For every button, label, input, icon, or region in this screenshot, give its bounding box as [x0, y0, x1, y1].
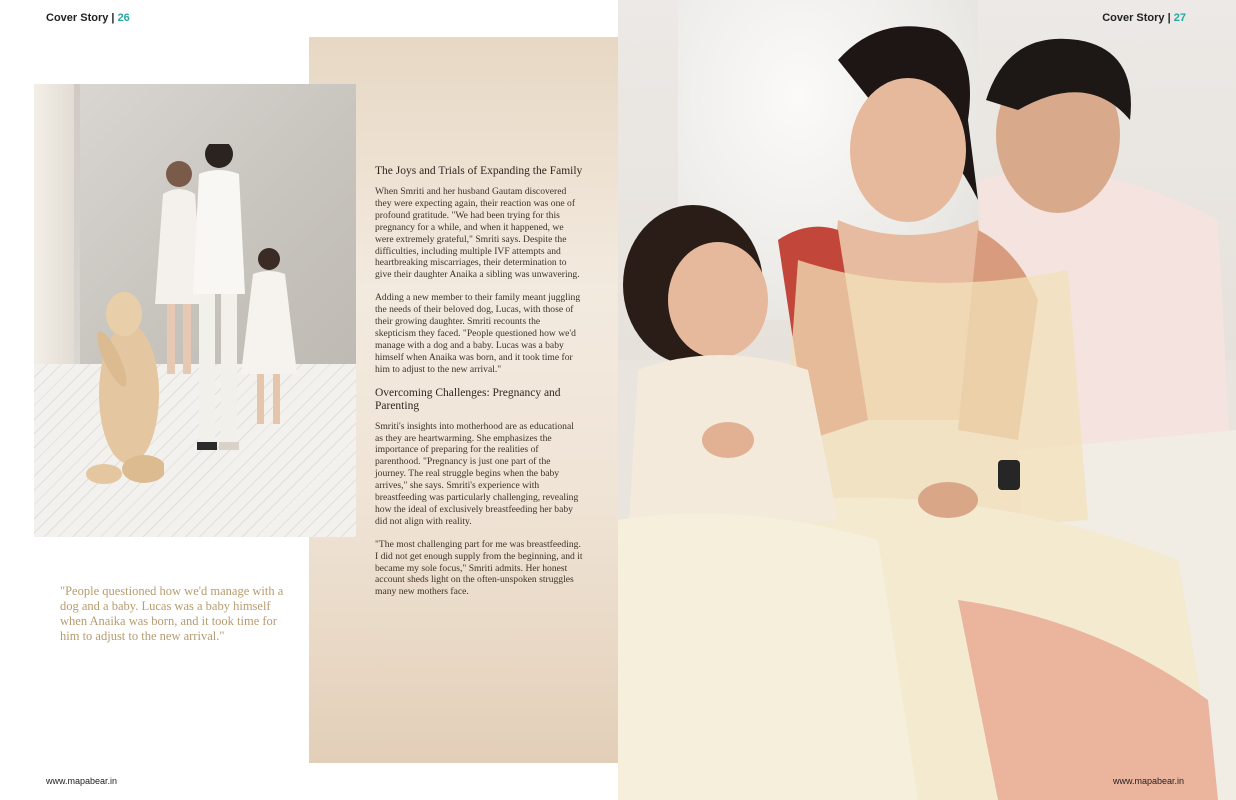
article-body [375, 165, 583, 609]
pull-quote: "People questioned how we'd manage with a dog and a baby. Lucas was a baby himself when Anaika was born, and it took time for him to adjust to the new arrival." [60, 584, 284, 643]
left-page-number: 26 [117, 12, 130, 24]
family-photo-with-dog [34, 84, 356, 537]
article-heading-expanding-family: The Joys and Trials of Expanding the Family [375, 165, 583, 177]
right-page [618, 0, 1236, 800]
article-paragraph-3: Smriti's insights into motherhood are as educational as they are heartwarming. She emphasizes the importance of preparing for the realities of parenthood. "Pregnancy is just one part of the journey. The real struggle begins when the baby arrives," she says. Smriti's experience with breastfeeding was particularly challenging, revealing how the ideal of exclusively breastfeeding her baby did not align with reality. [375, 420, 579, 527]
left-footer-url[interactable]: www.mapabear.in [46, 776, 118, 786]
left-page-folio [46, 12, 130, 24]
right-section-label: Cover Story | [1102, 12, 1171, 24]
family-portrait-illustration [618, 0, 1236, 800]
article-heading-overcoming-challenges: Overcoming Challenges: Pregnancy and Parenting [375, 386, 561, 412]
left-section-label: Cover Story | [46, 12, 115, 24]
family-figures-illustration [149, 144, 309, 494]
right-footer-url[interactable]: www.mapabear.in [1112, 776, 1184, 786]
article-paragraph-4: "The most challenging part for me was breastfeeding. I did not get enough supply from the beginning, and it became my sole focus," Smriti admits. Her honest account sheds light on the often-unspoken struggles many new mothers face. [375, 538, 583, 598]
right-page-number: 27 [1173, 12, 1186, 24]
article-paragraph-2: Adding a new member to their family meant juggling the needs of their beloved dog, Lucas, with those of their growing daughter. Smriti recounts the skepticism they faced. "People questioned how we'd manage with a dog and a baby. Lucas was a baby himself when Anaika was born, and it took time for him to adjust to the new arrival." [375, 292, 581, 375]
article-paragraph-1: When Smriti and her husband Gautam discovered they were expecting again, their reaction was one of profound gratitude. "We had been trying for this pregnancy for a while, and when it happened, we were extremely grateful," Smriti says. Despite the difficulties, including multiple IVF attempts and heartbreaking miscarriages, their determination to give their daughter Anaika a sibling was unwavering. [375, 186, 580, 281]
right-page-folio [1102, 12, 1186, 24]
